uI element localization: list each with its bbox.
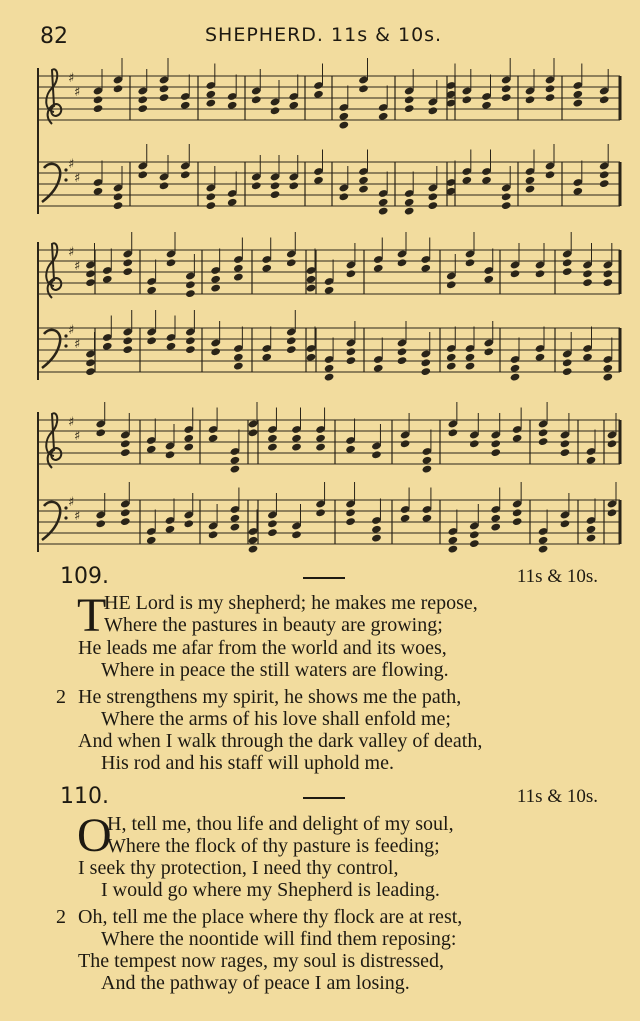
note-head [102, 342, 113, 351]
note-head [427, 201, 438, 210]
bass-clef-icon [42, 164, 60, 202]
note-head [448, 428, 459, 437]
note-head [248, 545, 259, 554]
note-head [535, 353, 546, 362]
note-head [404, 207, 415, 216]
note-head [582, 278, 593, 287]
note-head [400, 439, 411, 448]
verse-line: Where the arms of his love shall enfold me; [101, 708, 451, 730]
sharp-icon: ♯ [68, 71, 75, 86]
note-head [120, 448, 131, 457]
sharp-icon: ♯ [68, 495, 75, 510]
note-head [338, 112, 349, 121]
note-head [113, 192, 124, 201]
note-head [483, 347, 494, 356]
note-head [306, 284, 317, 293]
verse-line: His rod and his staff will uphold me. [101, 752, 394, 774]
note-head [85, 367, 96, 376]
verse-line: I seek thy protection, I need thy control, [78, 857, 399, 879]
note-head [315, 508, 326, 517]
note-head [159, 181, 170, 190]
note-head [469, 530, 480, 539]
note-head [113, 201, 124, 210]
note-head [501, 201, 512, 210]
sharp-icon: ♯ [68, 245, 75, 260]
sharp-icon: ♯ [74, 259, 81, 274]
note-head [286, 336, 297, 345]
note-head [291, 434, 302, 443]
note-head [373, 364, 384, 373]
note-head [306, 275, 317, 284]
note-head [562, 258, 573, 267]
verse-line: He leads me afar from the world and its woes, [78, 637, 447, 659]
note-head [165, 525, 176, 534]
note-head [427, 106, 438, 115]
note-head [572, 99, 583, 108]
note-head [251, 95, 262, 104]
note-head [113, 84, 124, 93]
note-head [267, 528, 278, 537]
note-head [465, 362, 476, 371]
note-head [267, 443, 278, 452]
verse-line: Where the pastures in beauty are growing; [104, 614, 443, 636]
note-head [586, 525, 597, 534]
note-head [291, 530, 302, 539]
note-head [159, 84, 170, 93]
note-head [371, 450, 382, 459]
note-head [420, 264, 431, 273]
verse-line: Oh, tell me the place where thy flock are at rest, [78, 906, 463, 928]
note-head [371, 525, 382, 534]
note-head [469, 439, 480, 448]
note-head [185, 345, 196, 354]
drop-cap: T [77, 589, 107, 642]
note-head [324, 364, 335, 373]
note-head [512, 517, 523, 526]
divider [303, 797, 345, 799]
note-head [422, 465, 433, 474]
verse-line: And the pathway of peace I am losing. [101, 972, 410, 994]
drop-cap: O [77, 809, 112, 862]
note-head [313, 176, 324, 185]
verse-line: Where the noontide will find them reposing: [101, 928, 457, 950]
note-head [512, 508, 523, 517]
note-head [261, 353, 272, 362]
note-head [122, 267, 133, 276]
note-head [371, 534, 382, 543]
note-head [538, 545, 549, 554]
note-head [481, 176, 492, 185]
note-head [378, 112, 389, 121]
note-head [208, 434, 219, 443]
note-head [562, 267, 573, 276]
note-head [448, 545, 459, 554]
note-head [85, 269, 96, 278]
note-head [183, 519, 194, 528]
hymn-meter: 11s & 10s. [516, 786, 598, 807]
note-head [210, 275, 221, 284]
note-head [545, 84, 556, 93]
note-head [93, 95, 104, 104]
note-head [95, 519, 106, 528]
bass-clef-dot [64, 516, 67, 519]
sharp-icon: ♯ [68, 323, 75, 338]
note-head [183, 434, 194, 443]
note-head [93, 187, 104, 196]
note-head [446, 280, 457, 289]
note-head [599, 95, 610, 104]
bass-clef-icon [42, 330, 60, 368]
note-head [85, 358, 96, 367]
note-head [545, 93, 556, 102]
verse-number: 2 [56, 906, 66, 928]
note-head [324, 286, 335, 295]
note-head [286, 345, 297, 354]
sharp-icon: ♯ [74, 85, 81, 100]
verse-line: The tempest now rages, my soul is distressed, [78, 950, 445, 972]
note-head [205, 192, 216, 201]
note-head [422, 514, 433, 523]
tune-title: SHEPHERD. 11s & 10s. [205, 24, 443, 46]
note-head [345, 508, 356, 517]
treble-clef-icon [46, 69, 61, 124]
note-head [602, 269, 613, 278]
note-head [205, 99, 216, 108]
note-head [345, 517, 356, 526]
note-head [233, 273, 244, 282]
note-head [378, 207, 389, 216]
note-head [483, 275, 494, 284]
note-head [465, 353, 476, 362]
note-head [230, 465, 241, 474]
note-head [270, 106, 281, 115]
hymn-number: 110. [60, 784, 109, 809]
note-head [510, 269, 521, 278]
note-head [397, 347, 408, 356]
note-head [146, 286, 157, 295]
note-head [599, 179, 610, 188]
note-head [137, 104, 148, 113]
note-head [404, 198, 415, 207]
note-head [572, 187, 583, 196]
note-head [137, 170, 148, 179]
note-head [146, 336, 157, 345]
note-head [469, 539, 480, 548]
note-head [210, 347, 221, 356]
verse-line: Where in peace the still waters are flowing. [101, 659, 449, 681]
note-head [306, 353, 317, 362]
note-head [358, 176, 369, 185]
note-head [122, 258, 133, 267]
divider [303, 577, 345, 579]
note-head [525, 185, 536, 194]
note-head [165, 450, 176, 459]
note-head [562, 367, 573, 376]
note-head [602, 278, 613, 287]
treble-clef-icon [46, 413, 61, 468]
note-head [501, 84, 512, 93]
note-head [288, 181, 299, 190]
note-head [586, 456, 597, 465]
note-head [180, 170, 191, 179]
note-head [251, 181, 262, 190]
note-head [85, 278, 96, 287]
note-head [560, 439, 571, 448]
note-head [512, 434, 523, 443]
sharp-icon: ♯ [74, 337, 81, 352]
note-head [607, 508, 618, 517]
page-number: 82 [40, 24, 68, 49]
note-head [501, 93, 512, 102]
note-head [446, 362, 457, 371]
note-head [270, 190, 281, 199]
note-head [137, 95, 148, 104]
note-head [525, 95, 536, 104]
sharp-icon: ♯ [74, 509, 81, 524]
note-head [525, 176, 536, 185]
note-head [120, 517, 131, 526]
note-head [404, 104, 415, 113]
note-head [230, 523, 241, 532]
note-head [185, 280, 196, 289]
hymn-number: 109. [60, 564, 109, 589]
note-head [233, 362, 244, 371]
note-head [313, 90, 324, 99]
note-head [230, 456, 241, 465]
sharp-icon: ♯ [74, 429, 81, 444]
verse-number: 2 [56, 686, 66, 708]
note-head [233, 264, 244, 273]
note-head [95, 428, 106, 437]
note-head [420, 358, 431, 367]
note-head [420, 367, 431, 376]
note-head [373, 264, 384, 273]
note-head [461, 95, 472, 104]
verse-line: H, tell me, thou life and delight of my soul, [107, 813, 454, 835]
note-head [501, 192, 512, 201]
note-head [146, 536, 157, 545]
sharp-icon: ♯ [74, 171, 81, 186]
note-head [586, 534, 597, 543]
note-head [185, 289, 196, 298]
bass-clef-icon [42, 502, 60, 540]
note-head [582, 353, 593, 362]
note-head [481, 101, 492, 110]
note-head [291, 443, 302, 452]
note-head [248, 536, 259, 545]
verse-line: Where the flock of thy pasture is feeding; [107, 835, 440, 857]
note-head [510, 373, 521, 382]
note-head [183, 443, 194, 452]
note-head [358, 84, 369, 93]
hymn-meter: 11s & 10s. [516, 566, 598, 587]
note-head [166, 258, 177, 267]
bass-clef-dot [64, 344, 67, 347]
note-head [205, 90, 216, 99]
note-head [535, 269, 546, 278]
note-head [146, 445, 157, 454]
note-head [324, 373, 335, 382]
note-head [93, 104, 104, 113]
verse-line: And when I walk through the dark valley of death, [78, 730, 483, 752]
note-head [120, 508, 131, 517]
note-head [490, 439, 501, 448]
note-head [288, 101, 299, 110]
note-head [338, 121, 349, 130]
verse-line: He strengthens my spirit, he shows me the path, [78, 686, 462, 708]
note-head [560, 448, 571, 457]
note-head [358, 185, 369, 194]
note-head [490, 448, 501, 457]
note-head [346, 356, 357, 365]
note-head [286, 258, 297, 267]
note-head [210, 284, 221, 293]
note-head [345, 445, 356, 454]
note-head [448, 536, 459, 545]
note-head [208, 530, 219, 539]
note-head [562, 358, 573, 367]
note-head [230, 514, 241, 523]
note-head [427, 192, 438, 201]
note-head [120, 439, 131, 448]
note-head [538, 437, 549, 446]
note-head [378, 198, 389, 207]
note-head [185, 336, 196, 345]
note-head [166, 342, 177, 351]
note-head [270, 181, 281, 190]
note-head [205, 201, 216, 210]
note-head [599, 170, 610, 179]
note-head [122, 336, 133, 345]
note-head [538, 428, 549, 437]
note-head [510, 364, 521, 373]
bass-clef-dot [64, 178, 67, 181]
note-head [400, 514, 411, 523]
note-head [267, 519, 278, 528]
note-head [607, 439, 618, 448]
note-head [545, 170, 556, 179]
note-head [602, 373, 613, 382]
note-head [233, 353, 244, 362]
note-head [227, 101, 238, 110]
note-head [465, 258, 476, 267]
note-head [422, 456, 433, 465]
verse-line: I would go where my Shepherd is leading. [101, 879, 440, 901]
note-head [102, 275, 113, 284]
note-head [446, 353, 457, 362]
verse-line: HE Lord is my shepherd; he makes me repose, [104, 592, 478, 614]
treble-clef-icon [46, 243, 61, 298]
note-head [560, 519, 571, 528]
note-head [397, 356, 408, 365]
note-head [538, 536, 549, 545]
note-head [248, 428, 259, 437]
note-head [582, 269, 593, 278]
note-head [346, 347, 357, 356]
note-head [267, 434, 278, 443]
note-head [346, 269, 357, 278]
note-head [490, 523, 501, 532]
note-head [315, 443, 326, 452]
note-head [338, 192, 349, 201]
note-head [180, 101, 191, 110]
note-head [490, 514, 501, 523]
note-head [227, 198, 238, 207]
note-head [159, 93, 170, 102]
note-head [461, 176, 472, 185]
note-head [315, 434, 326, 443]
sharp-icon: ♯ [68, 157, 75, 172]
sharp-icon: ♯ [68, 415, 75, 430]
note-head [122, 345, 133, 354]
note-head [602, 364, 613, 373]
note-head [261, 264, 272, 273]
note-head [397, 258, 408, 267]
note-head [572, 90, 583, 99]
note-head [404, 95, 415, 104]
